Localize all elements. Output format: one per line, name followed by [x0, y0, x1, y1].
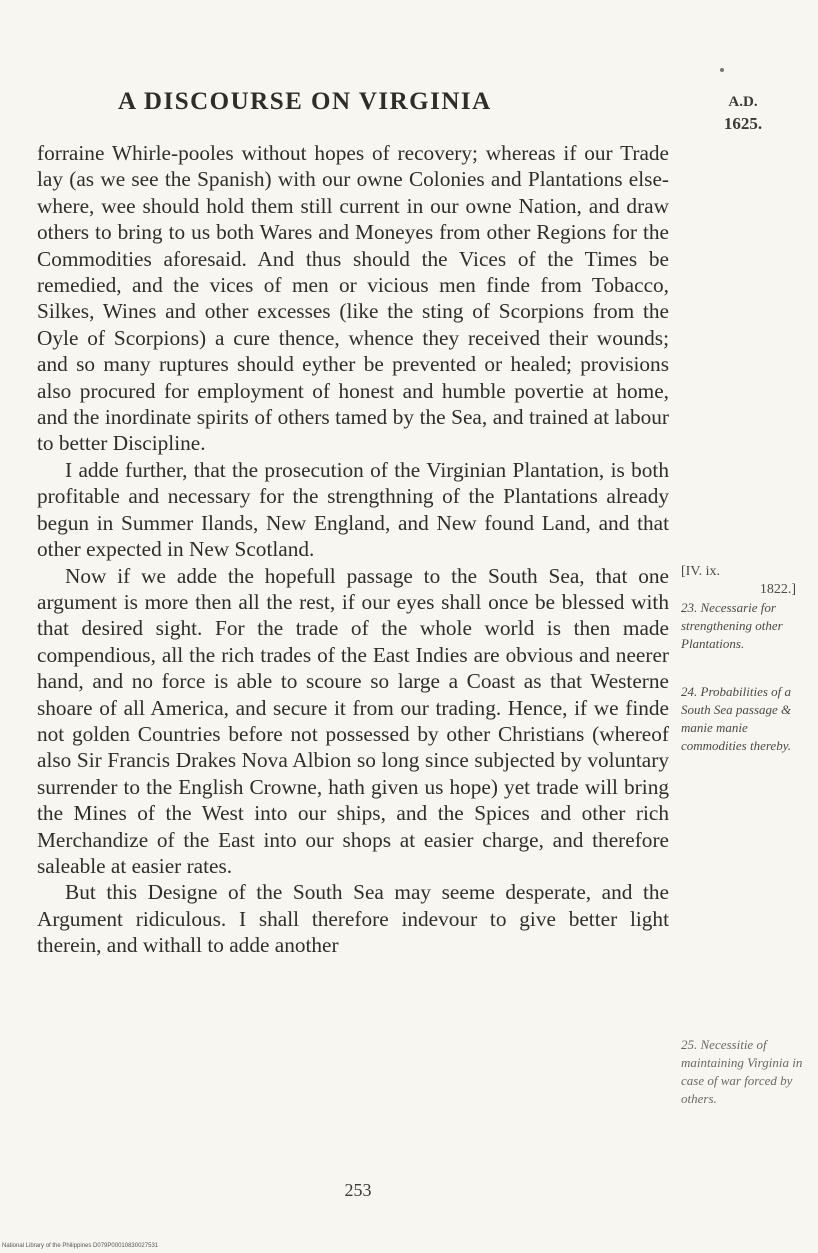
margin-note-text: 23. Necessarie for strengthening other Plantations. — [681, 600, 783, 651]
source-reference: [IV. ix. — [681, 564, 721, 579]
date-year: 1625. — [723, 114, 763, 133]
margin-note-text: 25. Necessitie of maintaining Virginia in case of war forced by others. — [681, 1037, 803, 1106]
scan-credit: National Library of the Philippines D079P00010830027531 — [2, 1243, 159, 1249]
paragraph: Now if we adde the hopefull passage to the South Sea, that one argument is more then all the rest, if our eyes shall once be blessed with that desired sight. For the trade of the whole world is then made compendious, all the rich trades of the East Indies are obvious and neerer hand, and no force is able to scoure so large a Coast as that Westerne shoare of all America, and secure it from our trading. Hence, if we finde not golden Countries before not possessed by other Christians (whereof also Sir Francis Drakes Nova Albion so long since subjected by voluntary surrender to the English Crowne, hath given us hope) yet trade will bring the Mines of the West into our ships, and the Spices and other rich Merchandize of the East into our shops at easier charge, and therefore saleable at easier rates. — [37, 563, 669, 878]
scan-speck — [720, 68, 724, 72]
paragraph: I adde further, that the prosecution of the Virginian Plantation, is both profitable and necessary for the strengthning of the Plantations already begun in Summer Ilands, New England, and New found Land, and that other expected in New Scotland. — [37, 457, 669, 562]
margin-note-25 — [681, 1036, 816, 1108]
paragraph: forraine Whirle-pooles without hopes of recovery; whereas if our Trade lay (as we see the Spanish) with our owne Colonies and Plantations else-where, wee should hold them still current in our owne Nation, and draw others to bring to us both Wares and Moneyes from other Regions for the Commodities aforesaid. And thus should the Vices of the Times be remedied, and the vices of men or vicious men finde from Tobacco, Silkes, Wines and other excesses (like the sting of Scorpions from the Oyle of Scorpions) a cure thence, whence they received their wounds; and so many ruptures should eyther be prevented or healed; provisions also procured for employment of honest and humble povertie at home, and the inordinate spirits of others tamed by the Sea, and trained at labour to better Discipline. — [37, 141, 669, 456]
date-era: A.D. — [728, 94, 758, 110]
running-head-date — [708, 92, 778, 134]
margin-note-23 — [681, 563, 816, 653]
source-reference-page: 1822.] — [759, 582, 796, 597]
page-number: 253 — [344, 1180, 372, 1200]
running-head-title: A DISCOURSE ON VIRGINIA — [118, 88, 492, 115]
margin-note-24 — [681, 683, 816, 755]
margin-note-text: 24. Probabilities of a South Sea passage & manie manie commodities thereby. — [681, 684, 792, 753]
body-text — [37, 140, 669, 959]
paragraph: But this Designe of the South Sea may seeme desperate, and the Argument ridiculous. I shall therefore indevour to give better light therein, and withall to adde another — [37, 880, 669, 958]
